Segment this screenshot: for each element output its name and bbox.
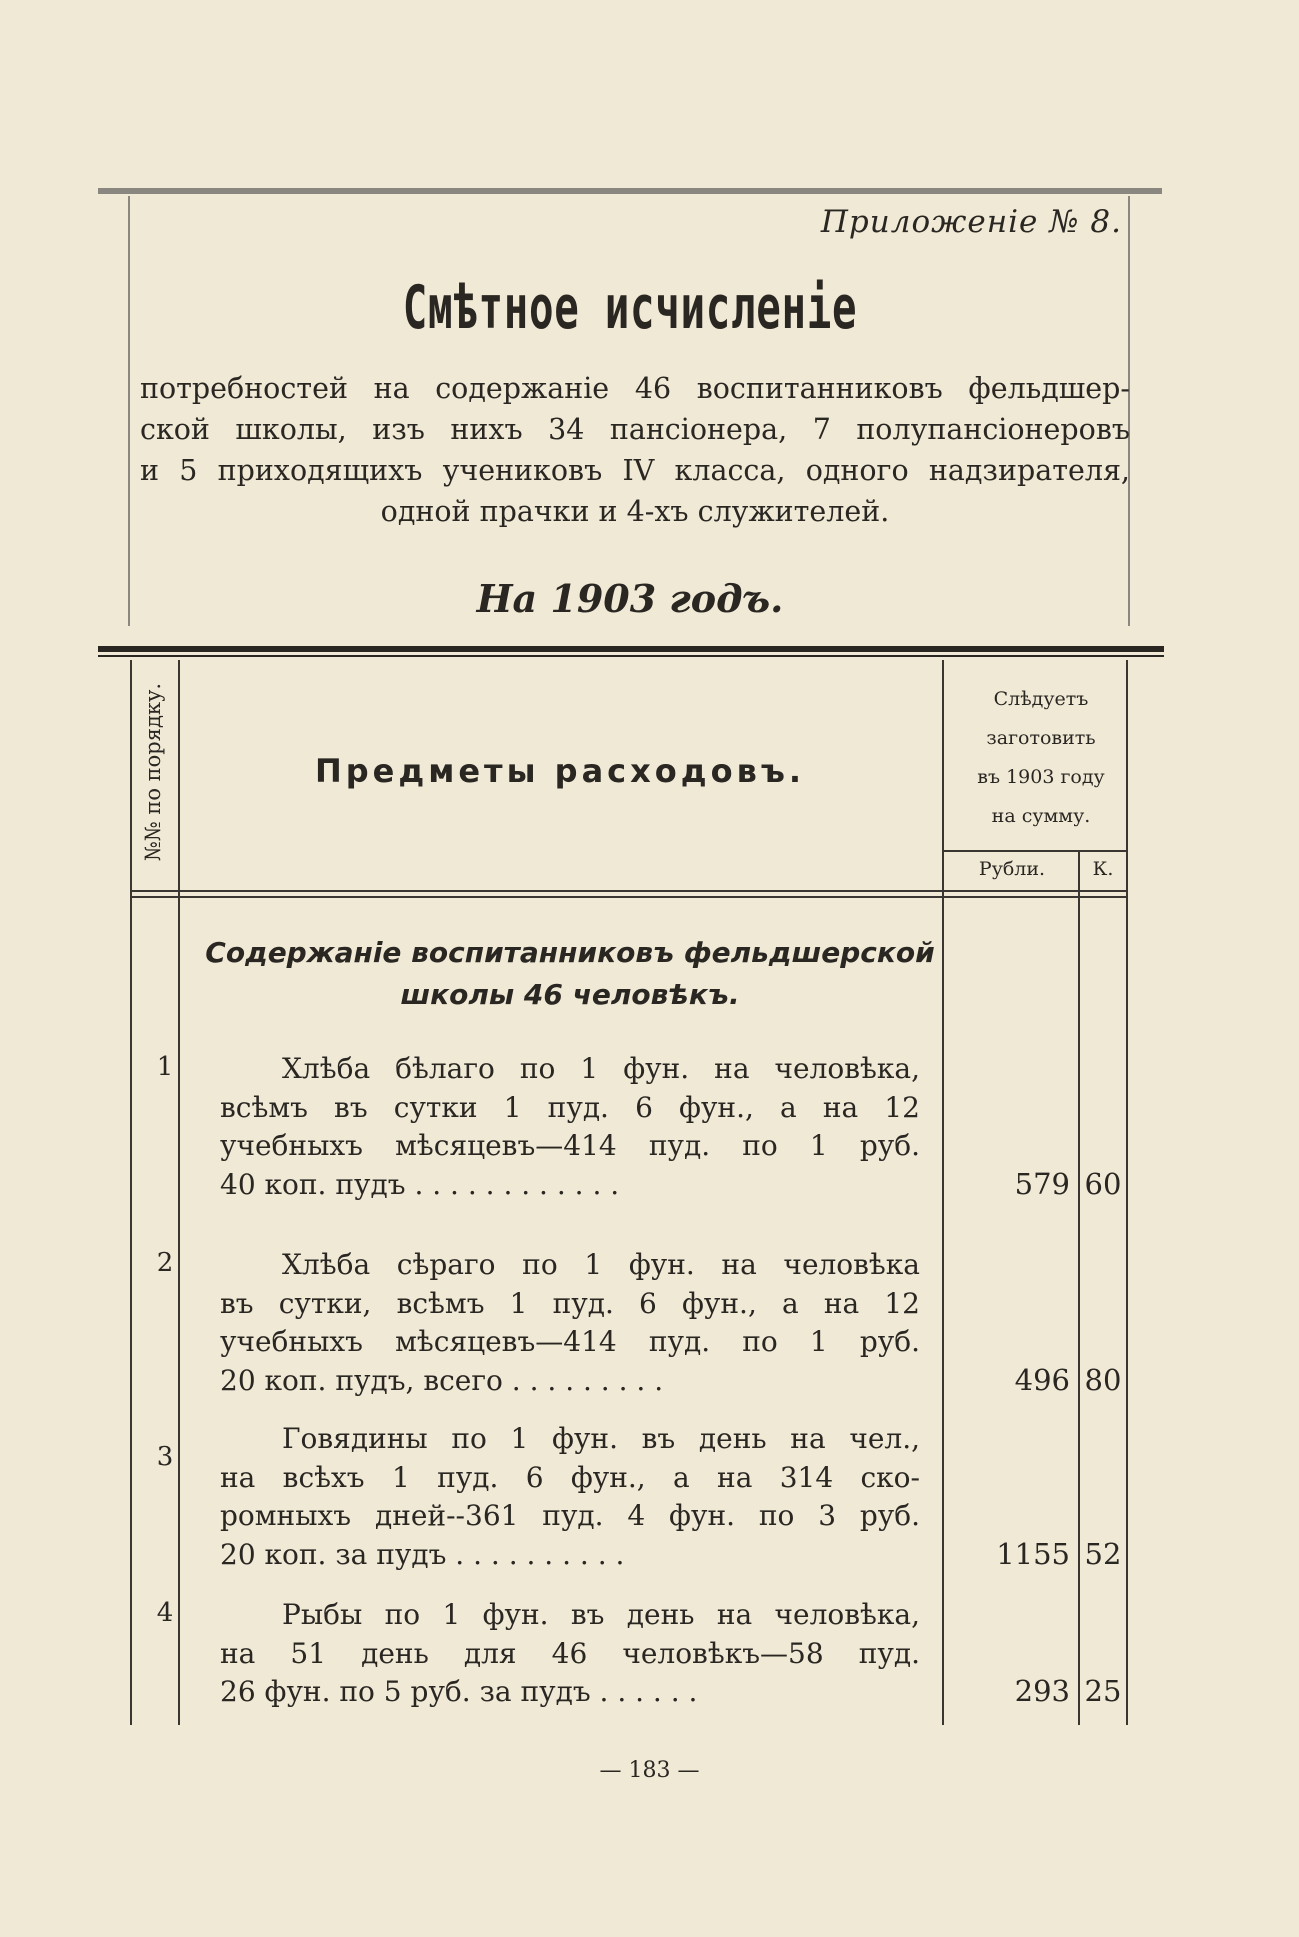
subtitle [140, 368, 1130, 532]
row-line: ромныхъ дней--361 пуд. 4 фун. по 3 руб. [220, 1499, 920, 1532]
column-header-amount-line: на сумму. [991, 805, 1091, 827]
row-line: 20 коп. пудъ, всего . . . . . . . . . [220, 1363, 664, 1397]
page-title: Смѣтное исчисленіе [402, 273, 858, 343]
subtitle-line: ской школы, изъ нихъ 34 пансіонера, 7 полупансіонеровъ [140, 413, 1130, 446]
top-rule [98, 188, 1162, 194]
row-line: Хлѣба бѣлаго по 1 фун. на человѣка, [282, 1052, 920, 1085]
table-row-text [220, 1050, 920, 1204]
header-bottom-rule [130, 890, 1128, 892]
row-line: 20 коп. за пудъ . . . . . . . . . . [220, 1537, 625, 1571]
table-row-text [220, 1596, 920, 1712]
row-line: учебныхъ мѣсяцевъ—414 пуд. по 1 руб. [220, 1129, 920, 1162]
left-rule [128, 196, 130, 626]
column-header-items: Предметы расходовъ. [314, 752, 806, 790]
row-rubles: 293 [1014, 1674, 1070, 1708]
row-rubles: 1155 [996, 1537, 1070, 1571]
table-top-thin-rule [98, 655, 1164, 657]
column-divider-number [178, 660, 180, 1725]
row-number: 3 [156, 1442, 174, 1472]
row-line: Говядины по 1 фун. въ день на чел., [282, 1422, 920, 1455]
row-line: на всѣхъ 1 пуд. 6 фун., а на 314 ско- [220, 1460, 920, 1494]
column-header-kopecks: К. [1092, 858, 1114, 880]
subtitle-line: одной прачки и 4-хъ служителей. [380, 495, 890, 528]
row-line: Рыбы по 1 фун. въ день на человѣка, [282, 1598, 920, 1631]
column-header-amount-line: Слѣдуетъ [993, 688, 1089, 710]
column-header-rubles: Рубли. [978, 858, 1046, 880]
row-kopecks: 52 [1084, 1537, 1122, 1571]
column-divider-kop [1078, 852, 1080, 1725]
row-kopecks: 60 [1084, 1167, 1122, 1201]
row-line: Хлѣба сѣраго по 1 фун. на человѣка [282, 1248, 920, 1281]
row-line: 26 фун. по 5 руб. за пудъ . . . . . . [220, 1675, 698, 1708]
header-block [98, 188, 1162, 630]
column-header-number [132, 662, 174, 882]
row-line: въ сутки, всѣмъ 1 пуд. 6 фун., а на 12 [220, 1286, 920, 1320]
page-number: — 183 — [599, 1758, 700, 1783]
table-top-rule [98, 646, 1164, 652]
row-line: учебныхъ мѣсяцевъ—414 пуд. по 1 руб. [220, 1325, 920, 1358]
column-header-amount-line: въ 1903 году [977, 766, 1105, 788]
appendix-label: Приложеніе № 8. [820, 204, 1122, 240]
row-line: всѣмъ въ сутки 1 пуд. 6 фун., а на 12 [220, 1090, 920, 1124]
column-header-amount-line: заготовить [986, 727, 1096, 749]
table-row-text [220, 1420, 920, 1574]
column-divider-items [942, 660, 944, 1725]
section-title-line: Содержаніе воспитанниковъ фельдшерской [205, 936, 935, 969]
row-number: 4 [156, 1598, 174, 1628]
header-bottom-rule-2 [130, 896, 1128, 898]
column-header-number-label: №№ по порядку. [141, 682, 165, 862]
row-kopecks: 80 [1084, 1363, 1122, 1397]
table-row-text [220, 1246, 920, 1400]
subtitle-line: и 5 приходящихъ учениковъ IV класса, одного надзирателя, [140, 454, 1130, 487]
section-title-line: школы 46 человѣкъ. [400, 978, 740, 1011]
header-subdivider [942, 850, 1128, 852]
row-number: 1 [156, 1052, 174, 1082]
section-title [200, 932, 940, 1016]
column-header-amount [952, 680, 1130, 836]
row-kopecks: 25 [1084, 1674, 1122, 1708]
row-rubles: 579 [1014, 1167, 1070, 1201]
year-heading: На 1903 годъ. [476, 576, 784, 621]
subtitle-line: потребностей на содержаніе 46 воспитанниковъ фельдшер- [140, 372, 1130, 405]
row-line: 40 коп. пудъ . . . . . . . . . . . . [220, 1167, 620, 1201]
row-line: на 51 день для 46 человѣкъ—58 пуд. [220, 1636, 920, 1670]
row-number: 2 [156, 1248, 174, 1278]
row-rubles: 496 [1014, 1363, 1070, 1397]
